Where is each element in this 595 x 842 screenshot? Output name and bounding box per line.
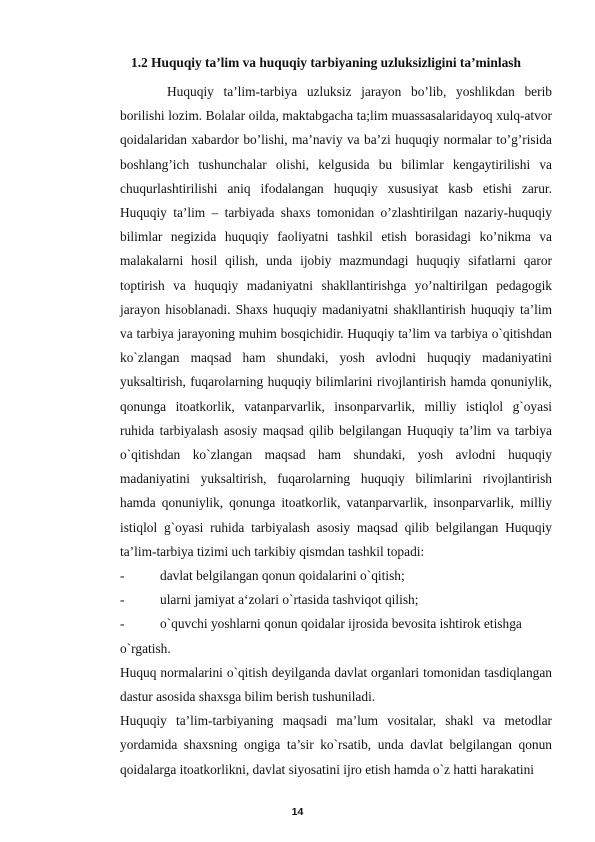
list-item [120,564,552,588]
list-item [120,588,552,612]
page-number: 14 [291,806,304,818]
paragraph-norms: Huquq normalarini o`qitish deyilganda davlat organlari tomonidan tasdiqlangan dastur asosida shaxsga bilim berish tushuniladi. [120,664,552,705]
paragraph-intro: Huquqiy ta’lim-tarbiya uzluksiz jarayon bo’lib, yoshlikdan berib borilishi lozim. Bolalar oilda, maktabgacha ta;lim muassasalaridayoq xulq-atvor qoidalaridan xabardor bo’lishi, ma’naviy va ba’zi huquqiy normalar to’g’risida boshlang’ich tushunchalar olishi, kelgusida bu bilimlar kengaytirilishi va chuqurlashtirilishi aniq ifodalangan huquqiy xususiyat kasb etishi zarur. Huquqiy ta’lim – tarbiyada shaxs tomonidan o’zlashtirilgan nazariy-huquqiy bilimlar negizida huquqiy faoliyatni tashkil etish borasidagi ko’nikma va malakalarni hosil qilish, unda ijobiy mazmundagi huquqiy sifatlarni qaror toptirish va huquqiy madaniyatni shakllantirishga yo’naltirilgan pedagogik jarayon hisoblanadi. Shaxs huquqiy madaniyatni shakllantirish huquqiy ta’lim va tarbiya jarayoning muhim bosqichidir. Huquqiy ta’lim va tarbiya o`qitishdan ko`zlangan maqsad ham shundaki, yosh avlodni huquqiy madaniyatini yuksaltirish, fuqarolarning huquqiy bilimlarini rivojlantirish hamda qonuniylik, qonunga itoatkorlik, vatanparvarlik, insonparvarlik, milliy istiqlol g`oyasi ruhida tarbiyalash asosiy maqsad qilib belgilangan Huquqiy ta’lim va tarbiya o`qitishdan ko`zlangan maqsad ham shundaki, yosh avlodni huquqiy madaniyatini yuksaltirish, fuqarolarning huquqiy bilimlarini rivojlantirish hamda qonuniylik, qonunga itoatkorlik, vatanparvarlik, insonparvarlik, milliy istiqlol g`oyasi ruhida tarbiyalash asosiy maqsad qilib belgilangan Huquqiy ta’lim-tarbiya tizimi uch tarkibiy qismdan tashkil topadi: [120,84,552,559]
list-dash: - [120,568,125,584]
body-text [120,80,552,782]
list-item-text: ularni jamiyat a‘zolari o`rtasida tashviqot qilish; [160,592,419,608]
paragraph-goal: Huquqiy ta’lim-tarbiyaning maqsadi ma’lum vositalar, shakl va metodlar yordamida shaxsning ongiga ta’sir ko`rsatib, unda davlat belgilangan qonun qoidalarga itoatkorlikni, davlat siyosatini ijro etish hamda o`z hatti harakatini [120,713,552,777]
list-item-text: davlat belgilangan qonun qoidalarini o`qitish; [160,568,405,584]
list-dash: - [120,616,125,632]
list-item-text: o`quvchi yoshlarni qonun qoidalar ijrosida bevosita ishtirok etishga [160,616,522,632]
list-dash: - [120,592,125,608]
list-item [120,612,552,636]
section-heading: 1.2 Huquqiy ta’lim va huquqiy tarbiyaning uzluksizligini ta’minlash [131,55,521,70]
list-tail: o`rgatish. [120,640,171,656]
